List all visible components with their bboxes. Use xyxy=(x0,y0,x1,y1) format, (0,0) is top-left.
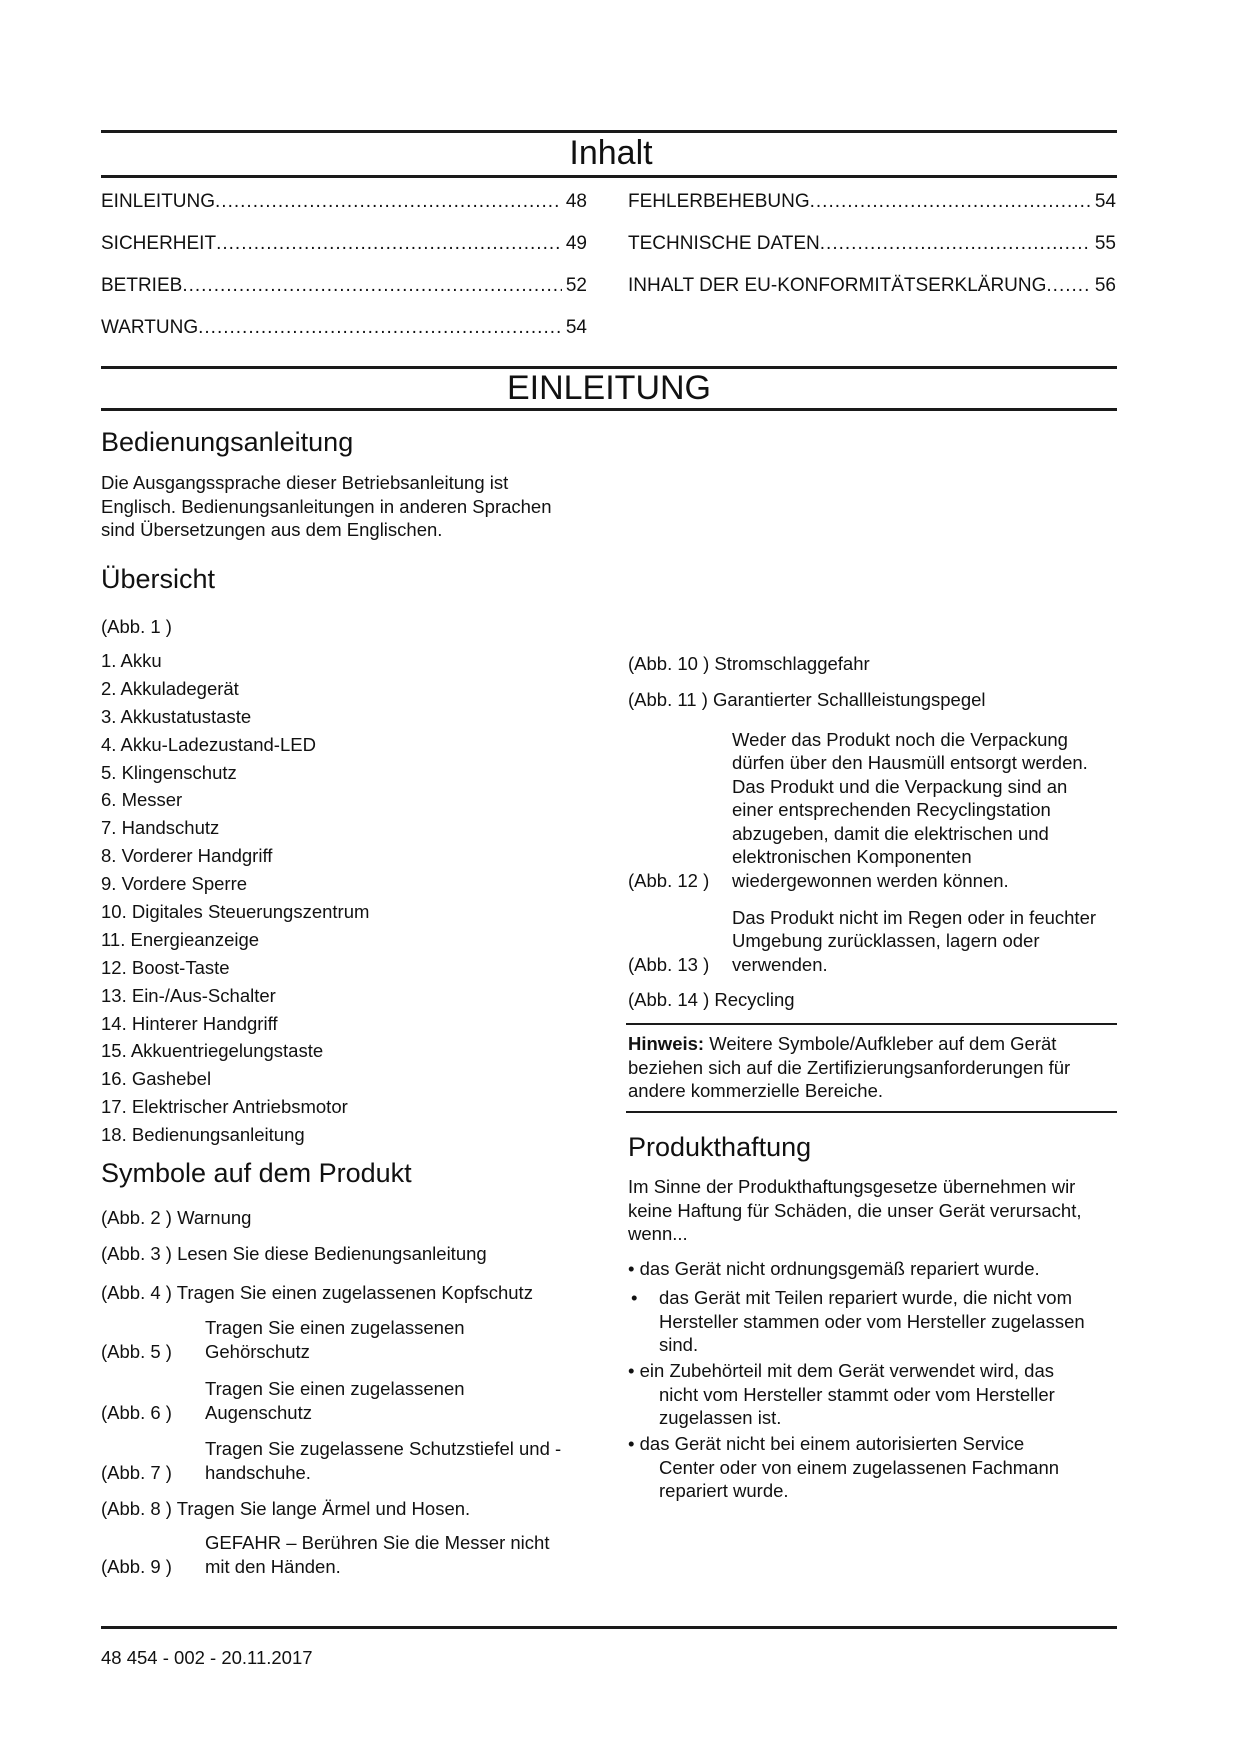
section-title: EINLEITUNG xyxy=(506,369,712,407)
toc-title: Inhalt xyxy=(569,134,653,172)
symbol-text: Tragen Sie einen zugelassenen Gehörschutz xyxy=(205,1317,465,1362)
manual-line: Die Ausgangssprache dieser Betriebsanleitung ist xyxy=(101,472,509,493)
toc-entry-page: 56 xyxy=(1094,275,1116,296)
toc-entry-label: WARTUNG xyxy=(101,317,199,338)
toc-entry-page: 54 xyxy=(565,317,587,338)
symbol-abb10: (Abb. 10 ) Stromschlaggefahr xyxy=(628,653,870,674)
list-item: 3. Akkustatustaste xyxy=(101,705,252,727)
manual-line: sind Übersetzungen aus dem Englischen. xyxy=(101,519,443,540)
toc-entry-eu-konformitaet[interactable] xyxy=(628,275,1116,297)
symbol-ref: (Abb. 9 ) xyxy=(101,1555,172,1577)
note-text: beziehen sich auf die Zertifizierungsanforderungen für xyxy=(628,1056,1071,1078)
list-item: 16. Gashebel xyxy=(101,1068,212,1090)
note-label: Hinweis: xyxy=(628,1033,705,1054)
symbol-abb7 xyxy=(101,1437,621,1484)
liability-bullet-3: • ein Zubehörteil mit dem Gerät verwendet wird, das nicht vom Hersteller stammt oder vom Hersteller zugelassen ist. xyxy=(628,1360,1055,1428)
toc-entry-label: EINLEITUNG xyxy=(101,191,216,212)
list-item: 14. Hinterer Handgriff xyxy=(101,1012,278,1034)
symbol-ref: (Abb. 5 ) xyxy=(101,1340,172,1362)
toc-entry-label: FEHLERBEHEBUNG xyxy=(628,191,810,212)
toc-entry-page: 54 xyxy=(1094,191,1116,212)
toc-entry-label: TECHNISCHE DATEN xyxy=(628,233,820,254)
symbol-abb3: (Abb. 3 ) Lesen Sie diese Bedienungsanleitung xyxy=(101,1243,487,1264)
symbol-ref: (Abb. 7 ) xyxy=(101,1461,172,1483)
toc-entry-label: INHALT DER EU-KONFORMITÄTSERKLÄRUNG xyxy=(628,275,1047,296)
list-item: 2. Akkuladegerät xyxy=(101,677,239,699)
overview-list xyxy=(101,647,601,1149)
liability-intro: Im Sinne der Produkthaftungsgesetze übernehmen wir keine Haftung für Schäden, die unser Gerät verursacht, wenn... xyxy=(628,1176,1082,1244)
liability-bullet-2: • das Gerät mit Teilen repariert wurde, die nicht vom Hersteller stammen oder vom Hersteller zugelassen sind. xyxy=(631,1287,1085,1355)
manual-text xyxy=(101,471,621,542)
bullet-icon: • xyxy=(631,1287,638,1308)
note-bottom-rule xyxy=(626,1111,1117,1113)
liability-bullet-1: • das Gerät nicht ordnungsgemäß repariert wurde. xyxy=(628,1258,1040,1279)
symbol-abb6 xyxy=(101,1377,621,1424)
list-item: 1. Akku xyxy=(101,650,162,671)
list-item: 5. Klingenschutz xyxy=(101,761,237,783)
toc-entry-page: 52 xyxy=(565,275,587,296)
list-item: 7. Handschutz xyxy=(101,817,220,839)
toc-entry-page: 55 xyxy=(1094,233,1116,254)
footer-rule xyxy=(101,1626,1117,1629)
symbol-text: GEFAHR – Berühren Sie die Messer nicht mit den Händen. xyxy=(205,1532,550,1577)
toc-entry-fehlerbehebung[interactable] xyxy=(628,191,1116,213)
symbol-abb11: (Abb. 11 ) Garantierter Schallleistungspegel xyxy=(628,689,986,710)
symbol-text: Weder das Produkt noch die Verpackung dürfen über den Hausmüll entsorgt werden. Das Produkt und die Verpackung sind an einer entsprechenden Recyclingstation abzugeben, damit die elektrischen und elektronischen Komponenten wiedergewonnen werden können. xyxy=(732,728,1088,891)
list-item: 12. Boost-Taste xyxy=(101,956,230,978)
note-top-rule xyxy=(626,1023,1117,1025)
note-text: Weitere Symbole/Aufkleber auf dem Gerät xyxy=(704,1033,1057,1054)
symbol-abb2: (Abb. 2 ) Warnung xyxy=(101,1207,252,1228)
toc-entry-label: SICHERHEIT xyxy=(101,233,217,254)
list-item: 9. Vordere Sperre xyxy=(101,873,248,895)
footer-text: 48 454 - 002 - 20.11.2017 xyxy=(101,1647,313,1668)
toc-entry-page: 48 xyxy=(565,191,587,212)
toc-bottom-rule xyxy=(101,175,1117,178)
symbol-text: Das Produkt nicht im Regen oder in feuchter Umgebung zurücklassen, lagern oder verwenden. xyxy=(732,906,1097,975)
toc-entry-label: BETRIEB xyxy=(101,275,183,296)
symbols-heading: Symbole auf dem Produkt xyxy=(101,1158,412,1188)
toc-entry-wartung[interactable] xyxy=(101,317,587,339)
symbol-ref: (Abb. 13 ) xyxy=(628,953,710,975)
symbol-abb5 xyxy=(101,1316,621,1363)
list-item: 6. Messer xyxy=(101,789,183,811)
symbol-abb4: (Abb. 4 ) Tragen Sie einen zugelassenen Kopfschutz xyxy=(101,1282,533,1303)
section-bottom-rule xyxy=(101,408,1117,411)
manual-heading: Bedienungsanleitung xyxy=(101,427,354,457)
toc-entry-betrieb[interactable] xyxy=(101,275,587,297)
list-item: 10. Digitales Steuerungszentrum xyxy=(101,901,370,923)
toc-entry-technische-daten[interactable] xyxy=(628,233,1116,255)
note-text: andere kommerzielle Bereiche. xyxy=(628,1080,884,1101)
manual-line: Englisch. Bedienungsanleitungen in anderen Sprachen xyxy=(101,495,552,517)
list-item: 11. Energieanzeige xyxy=(101,928,260,950)
list-item: 8. Vorderer Handgriff xyxy=(101,845,273,867)
toc-entry-page: 49 xyxy=(565,233,587,254)
note-box xyxy=(628,1032,1116,1103)
symbol-text: Tragen Sie einen zugelassenen Augenschutz xyxy=(205,1378,465,1423)
overview-figref: (Abb. 1 ) xyxy=(101,616,172,637)
list-item: 13. Ein-/Aus-Schalter xyxy=(101,984,276,1006)
symbol-ref: (Abb. 12 ) xyxy=(628,869,710,891)
list-item: 17. Elektrischer Antriebsmotor xyxy=(101,1096,348,1118)
liability-heading: Produkthaftung xyxy=(628,1132,812,1162)
symbol-abb12 xyxy=(628,727,1118,892)
symbol-abb8: (Abb. 8 ) Tragen Sie lange Ärmel und Hosen. xyxy=(101,1498,471,1519)
overview-heading: Übersicht xyxy=(101,564,216,594)
symbol-ref: (Abb. 6 ) xyxy=(101,1401,172,1423)
list-item: 4. Akku-Ladezustand-LED xyxy=(101,733,316,755)
toc-entry-einleitung[interactable] xyxy=(101,191,587,213)
symbol-abb14: (Abb. 14 ) Recycling xyxy=(628,989,795,1010)
symbol-text: Tragen Sie zugelassene Schutzstiefel und - handschuhe. xyxy=(205,1438,562,1483)
symbol-abb9 xyxy=(101,1531,621,1578)
liability-bullet-4: • das Gerät nicht bei einem autorisierten Service Center oder von einem zugelassenen Fachmann repariert wurde. xyxy=(628,1433,1060,1501)
list-item: 18. Bedienungsanleitung xyxy=(101,1124,305,1146)
symbol-abb13 xyxy=(628,905,1118,976)
toc-entry-sicherheit[interactable] xyxy=(101,233,587,255)
list-item: 15. Akkuentriegelungstaste xyxy=(101,1040,324,1062)
